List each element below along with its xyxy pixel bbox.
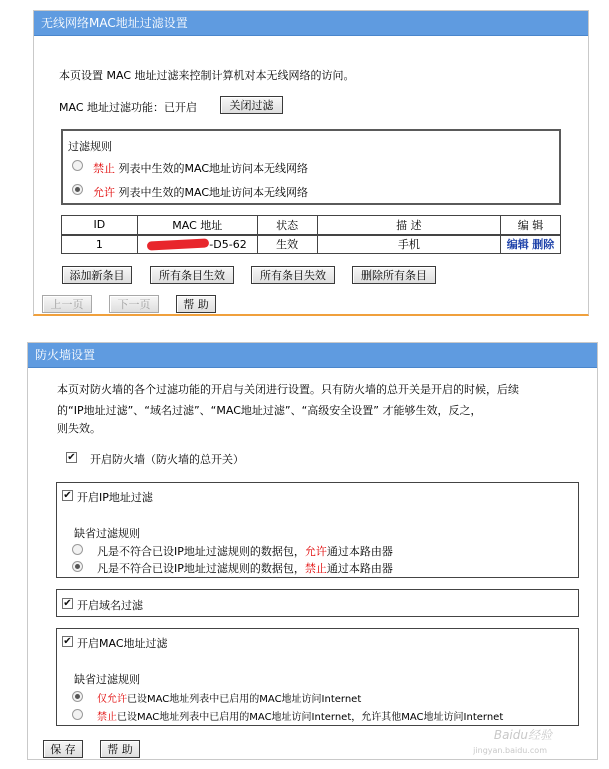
row-id: 1 xyxy=(62,235,138,254)
mac-filter-checkbox[interactable]: ✔ xyxy=(63,636,72,647)
watermark-url: jingyan.baidu.com xyxy=(473,746,547,755)
mac-default-rule-label: 缺省过滤规则 xyxy=(74,673,140,686)
domain-filter-group xyxy=(56,589,579,617)
mac-rules-table xyxy=(61,215,561,254)
ip-filter-checkbox[interactable]: ✔ xyxy=(63,490,72,501)
firewall-desc-line2: 的“IP地址过滤”、“域名过滤”、“MAC地址过滤”、“高级安全设置” 才能够生效，反之， xyxy=(57,404,482,417)
domain-filter-label: 开启域名过滤 xyxy=(77,599,143,612)
allow-listed-label: 允许 列表中生效的MAC地址访问本无线网络 xyxy=(93,186,308,199)
disable-filter-button[interactable]: 关闭过滤 xyxy=(220,96,283,114)
filter-rules-legend: 过滤规则 xyxy=(68,140,112,153)
ip-allow-radio[interactable] xyxy=(72,544,83,555)
edit-link[interactable]: 编辑 xyxy=(506,238,529,252)
enable-firewall-label: 开启防火墙（防火墙的总开关） xyxy=(90,453,244,466)
mac-deny-radio[interactable] xyxy=(72,709,83,720)
filter-rules-group xyxy=(61,129,561,205)
row-edit-cell xyxy=(501,235,561,254)
allow-listed-radio[interactable] xyxy=(72,184,83,195)
ip-allow-label: 凡是不符合已设IP地址过滤规则的数据包，允许通过本路由器 xyxy=(97,545,393,558)
mac-filter-label: 开启MAC地址过滤 xyxy=(77,637,168,650)
row-status: 生效 xyxy=(257,235,317,254)
ip-default-rule-label: 缺省过滤规则 xyxy=(74,527,140,540)
redaction-mark xyxy=(147,239,209,251)
header-mac: MAC 地址 xyxy=(137,216,257,235)
ip-deny-label: 凡是不符合已设IP地址过滤规则的数据包，禁止通过本路由器 xyxy=(97,562,393,575)
watermark-logo: Baidu经验 xyxy=(493,728,552,742)
mac-filter-description: 本页设置 MAC 地址过滤来控制计算机对本无线网络的访问。 xyxy=(59,69,355,82)
header-id: ID xyxy=(62,216,138,235)
mac-filter-panel xyxy=(33,10,589,316)
row-description: 手机 xyxy=(317,235,501,254)
mac-allow-only-label: 仅允许已设MAC地址列表中已启用的MAC地址访问Internet xyxy=(97,694,362,705)
help-button-1[interactable]: 帮 助 xyxy=(176,295,216,313)
table-header-row xyxy=(62,216,561,235)
header-description: 描 述 xyxy=(317,216,501,235)
firewall-desc-line3: 则失效。 xyxy=(57,422,101,435)
delete-all-button[interactable]: 删除所有条目 xyxy=(352,266,436,284)
header-status: 状态 xyxy=(257,216,317,235)
table-row xyxy=(62,235,561,254)
next-page-button[interactable]: 下一页 xyxy=(109,295,159,313)
row-mac xyxy=(137,235,257,254)
domain-filter-checkbox[interactable]: ✔ xyxy=(63,598,72,609)
deny-listed-label: 禁止 列表中生效的MAC地址访问本无线网络 xyxy=(93,162,308,175)
help-button-2[interactable]: 帮 助 xyxy=(100,740,140,758)
header-edit: 编 辑 xyxy=(501,216,561,235)
firewall-mac-filter-group xyxy=(56,628,579,726)
prev-page-button[interactable]: 上一页 xyxy=(42,295,92,313)
enable-firewall-checkbox[interactable]: ✔ xyxy=(67,452,76,463)
firewall-desc-line1: 本页对防火墙的各个过滤功能的开启与关闭进行设置。只有防火墙的总开关是开启的时候，后续 xyxy=(57,383,519,396)
firewall-panel xyxy=(27,342,598,760)
row-mac-suffix: -D5-62 xyxy=(209,237,247,251)
save-button[interactable]: 保 存 xyxy=(43,740,83,758)
mac-allow-only-radio[interactable] xyxy=(72,691,83,702)
mac-filter-title: 无线网络MAC地址过滤设置 xyxy=(34,11,588,36)
mac-deny-label: 禁止已设MAC地址列表中已启用的MAC地址访问Internet，允许其他MAC地址访问Internet xyxy=(97,712,504,723)
firewall-title: 防火墙设置 xyxy=(28,343,597,368)
deny-listed-radio[interactable] xyxy=(72,160,83,171)
mac-filter-status: MAC 地址过滤功能：已开启 xyxy=(59,101,197,114)
disable-all-button[interactable]: 所有条目失效 xyxy=(251,266,335,284)
enable-all-button[interactable]: 所有条目生效 xyxy=(150,266,234,284)
delete-link[interactable]: 删除 xyxy=(532,238,555,252)
ip-deny-radio[interactable] xyxy=(72,561,83,572)
ip-filter-label: 开启IP地址过滤 xyxy=(77,491,153,504)
ip-filter-group xyxy=(56,482,579,578)
add-entry-button[interactable]: 添加新条目 xyxy=(62,266,132,284)
